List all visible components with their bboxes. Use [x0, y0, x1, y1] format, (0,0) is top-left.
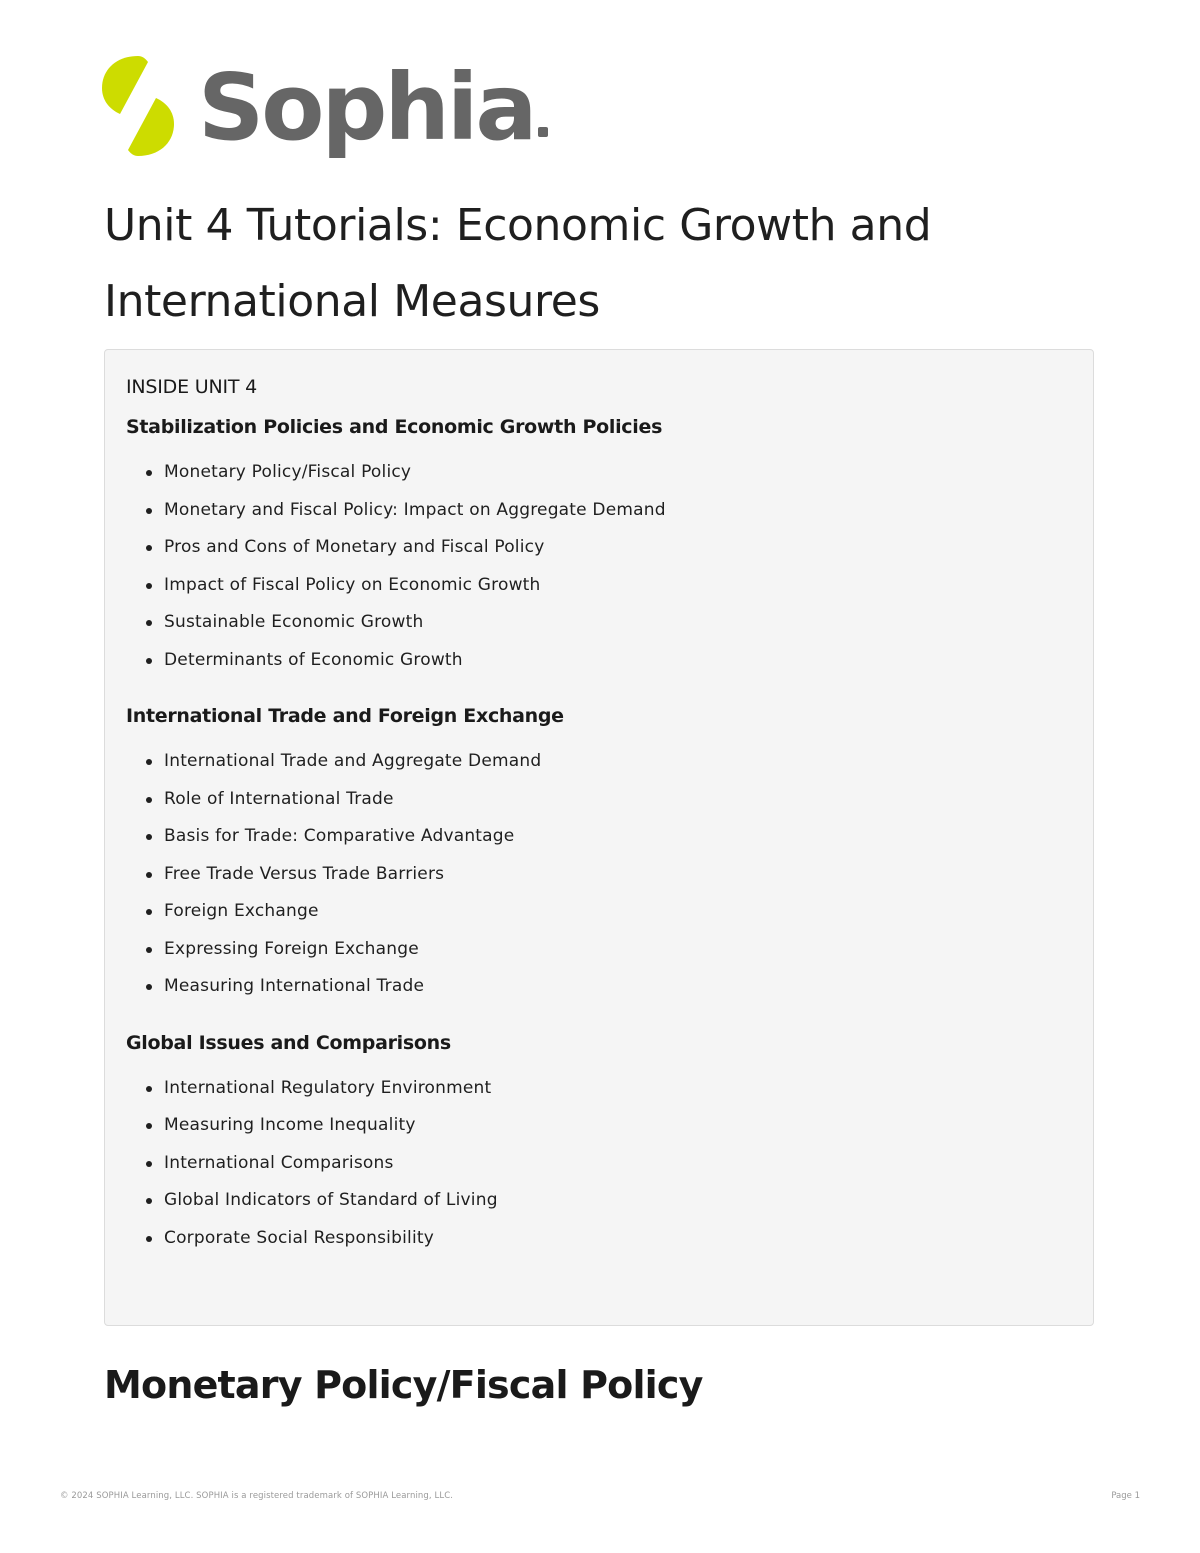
bullet-icon — [146, 545, 152, 551]
bullet-icon — [146, 759, 152, 765]
bullet-icon — [146, 508, 152, 514]
bullet-icon — [146, 1161, 152, 1167]
topic-item[interactable]: Sustainable Economic Growth — [126, 604, 1072, 642]
bullet-icon — [146, 583, 152, 589]
bullet-icon — [146, 909, 152, 915]
topic-item[interactable]: Corporate Social Responsibility — [126, 1220, 1072, 1258]
topic-item[interactable]: Monetary and Fiscal Policy: Impact on Aggregate Demand — [126, 492, 1072, 530]
topic-list-global-issues — [126, 1070, 1072, 1258]
bullet-icon — [146, 984, 152, 990]
topic-item[interactable]: International Trade and Aggregate Demand — [126, 743, 1072, 781]
topic-item[interactable]: Impact of Fiscal Policy on Economic Growth — [126, 567, 1072, 605]
topic-item[interactable]: International Comparisons — [126, 1145, 1072, 1183]
sophia-logo — [100, 52, 548, 160]
topic-item[interactable]: Expressing Foreign Exchange — [126, 931, 1072, 969]
bullet-icon — [146, 797, 152, 803]
topic-item[interactable]: Free Trade Versus Trade Barriers — [126, 856, 1072, 894]
bullet-icon — [146, 620, 152, 626]
bullet-icon — [146, 1086, 152, 1092]
inside-unit-heading: INSIDE UNIT 4 — [126, 376, 258, 398]
inside-unit-box — [104, 349, 1094, 1326]
sophia-logo-text: Sophia — [198, 62, 548, 154]
bullet-icon — [146, 658, 152, 664]
topic-list-stabilization — [126, 454, 1072, 679]
topic-item[interactable]: Measuring International Trade — [126, 968, 1072, 1006]
bullet-icon — [146, 872, 152, 878]
bullet-icon — [146, 1123, 152, 1129]
bullet-icon — [146, 947, 152, 953]
topic-item[interactable]: Measuring Income Inequality — [126, 1107, 1072, 1145]
topic-list-international-trade — [126, 743, 1072, 1006]
bullet-icon — [146, 470, 152, 476]
topic-item[interactable]: Basis for Trade: Comparative Advantage — [126, 818, 1072, 856]
section-title-global-issues: Global Issues and Comparisons — [126, 1031, 451, 1054]
bullet-icon — [146, 1198, 152, 1204]
topic-item[interactable]: Pros and Cons of Monetary and Fiscal Policy — [126, 529, 1072, 567]
sophia-logo-mark-icon — [100, 54, 176, 158]
topic-item[interactable]: International Regulatory Environment — [126, 1070, 1072, 1108]
footer-copyright: © 2024 SOPHIA Learning, LLC. SOPHIA is a registered trademark of SOPHIA Learning, LLC. — [60, 1491, 454, 1501]
section-heading: Monetary Policy/Fiscal Policy — [104, 1363, 703, 1407]
topic-item[interactable]: Role of International Trade — [126, 781, 1072, 819]
page-title: Unit 4 Tutorials: Economic Growth and International Measures — [104, 200, 932, 327]
bullet-icon — [146, 834, 152, 840]
topic-item[interactable]: Foreign Exchange — [126, 893, 1072, 931]
topic-item[interactable]: Monetary Policy/Fiscal Policy — [126, 454, 1072, 492]
bullet-icon — [146, 1236, 152, 1242]
topic-item[interactable]: Global Indicators of Standard of Living — [126, 1182, 1072, 1220]
section-title-international-trade: International Trade and Foreign Exchange — [126, 705, 564, 727]
section-title-stabilization: Stabilization Policies and Economic Growth Policies — [126, 416, 663, 438]
footer-page-number: Page 1 — [1111, 1491, 1140, 1501]
topic-item[interactable]: Determinants of Economic Growth — [126, 642, 1072, 680]
